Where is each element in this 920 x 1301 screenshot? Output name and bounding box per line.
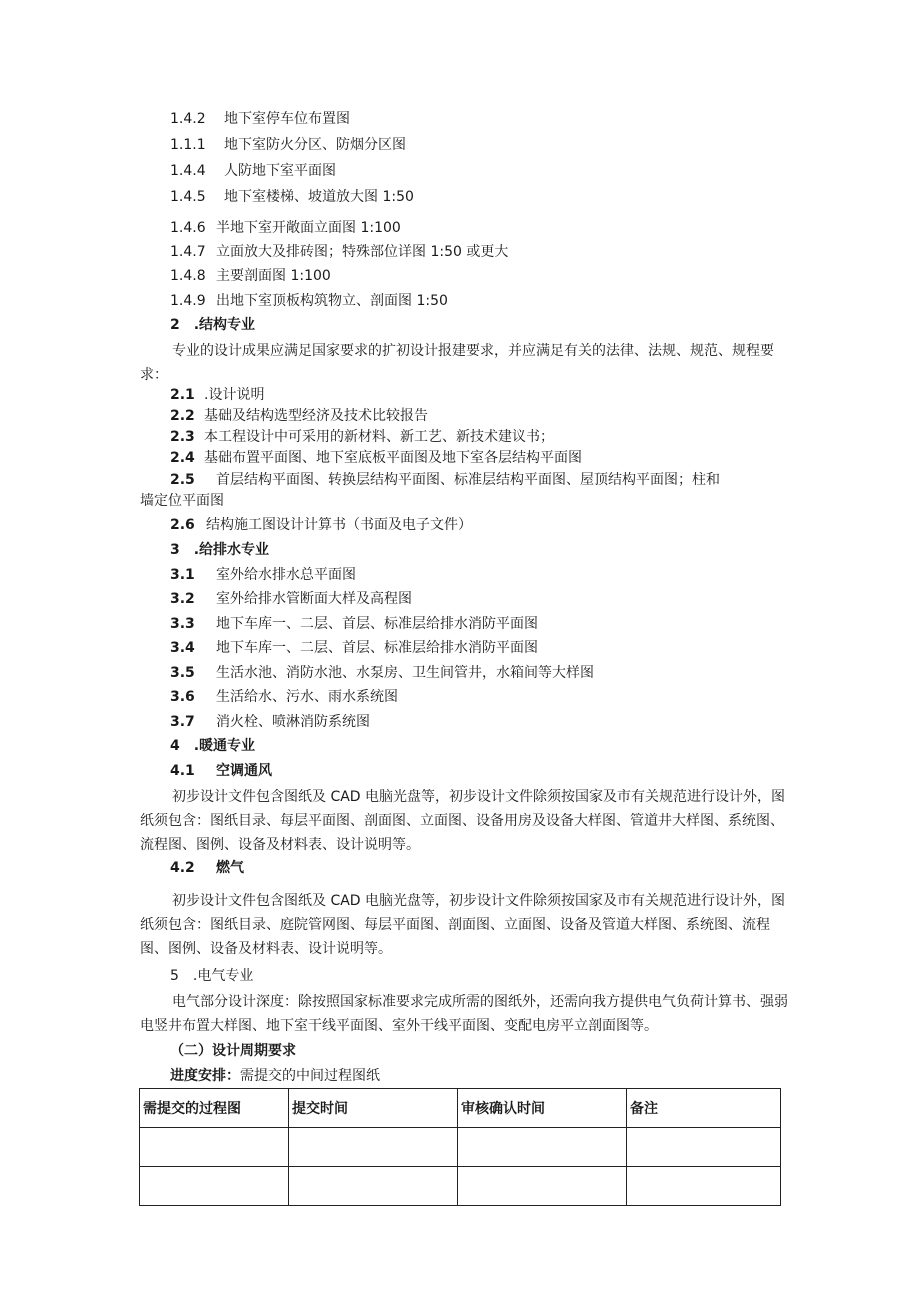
section-4-2-paragraph: 初步设计文件包含图纸及 CAD 电脑光盘等，初步设计文件除须按国家及市有关规范进行设计外，图纸须包含：图纸目录、庭院管网图、每层平面图、剖面图、立面图、设备及管道大样图、系统图、流程图、图例、设备及材料表、设计说明等。 — [140, 893, 786, 957]
section-4-1-paragraph: 初步设计文件包含图纸及 CAD 电脑光盘等，初步设计文件除须按国家及市有关规范进行设计外，图纸须包含：图纸目录、每层平面图、剖面图、立面图、设备用房及设备大样图、管道井大样图、系统图、流程图、图例、设备及材料表、设计说明等。 — [140, 789, 786, 853]
list-item: 3.3 地下车库一、二层、首层、标准层给排水消防平面图 — [170, 616, 538, 632]
list-item: 2.6 结构施工图设计计算书（书面及电子文件） — [170, 517, 472, 533]
list-item: 2.1 .设计说明 — [170, 387, 265, 403]
design-period-heading: （二）设计周期要求 — [170, 1043, 296, 1059]
subsection-heading: 4.2 燃气 — [170, 860, 244, 876]
schedule-table — [139, 1088, 781, 1206]
table-header-row — [140, 1089, 781, 1128]
section-heading-4: 4 .暖通专业 — [170, 738, 256, 754]
list-item: 1.4.4 人防地下室平面图 — [170, 163, 336, 179]
section-2-paragraph: 专业的设计成果应满足国家要求的扩初设计报建要求，并应满足有关的法律、法规、规范、规程要求： — [140, 343, 774, 383]
table-row — [140, 1167, 781, 1206]
list-item-continuation: 墙定位平面图 — [140, 493, 224, 509]
list-item: 1.4.9 出地下室顶板构筑物立、剖面图 1:50 — [170, 293, 448, 309]
list-item: 2.4 基础布置平面图、地下室底板平面图及地下室各层结构平面图 — [170, 450, 582, 466]
schedule-line: 进度安排：需提交的中间过程图纸 — [170, 1068, 380, 1084]
table-header-cell: 提交时间 — [289, 1089, 458, 1128]
subsection-heading: 4.1 空调通风 — [170, 763, 272, 779]
list-item: 1.4.2 地下室停车位布置图 — [170, 111, 350, 127]
list-item: 3.4 地下车库一、二层、首层、标准层给排水消防平面图 — [170, 640, 538, 656]
section-heading-2: 2 .结构专业 — [170, 317, 256, 333]
list-item: 3.1 室外给水排水总平面图 — [170, 567, 356, 583]
list-item: 3.2 室外给排水管断面大样及高程图 — [170, 591, 412, 607]
table-cell[interactable] — [289, 1167, 458, 1206]
section-heading-3: 3 .给排水专业 — [170, 542, 270, 558]
table-cell[interactable] — [140, 1128, 289, 1167]
list-item: 2.3 本工程设计中可采用的新材料、新工艺、新技术建议书； — [170, 429, 554, 445]
list-item: 2.2 基础及结构选型经济及技术比较报告 — [170, 408, 428, 424]
table-header-cell: 需提交的过程图 — [140, 1089, 289, 1128]
table-cell[interactable] — [140, 1167, 289, 1206]
section-5-paragraph: 电气部分设计深度：除按照国家标准要求完成所需的图纸外，还需向我方提供电气负荷计算书、强弱电竖井布置大样图、地下室干线平面图、室外干线平面图、变配电房平立剖面图等。 — [140, 994, 788, 1034]
table-header-cell: 备注 — [627, 1089, 781, 1128]
table-cell[interactable] — [458, 1167, 627, 1206]
list-item: 3.7 消火栓、喷淋消防系统图 — [170, 714, 370, 730]
table-row — [140, 1128, 781, 1167]
table-cell[interactable] — [627, 1128, 781, 1167]
list-item: 1.4.6 半地下室开敞面立面图 1:100 — [170, 220, 401, 236]
list-item: 3.6 生活给水、污水、雨水系统图 — [170, 689, 398, 705]
table-header-cell: 审核确认时间 — [458, 1089, 627, 1128]
list-item: 1.4.8 主要剖面图 1:100 — [170, 268, 331, 284]
list-item: 3.5 生活水池、消防水池、水泵房、卫生间管井，水箱间等大样图 — [170, 665, 594, 681]
list-item: 1.1.1 地下室防火分区、防烟分区图 — [170, 137, 406, 153]
list-item: 1.4.7 立面放大及排砖图；特殊部位详图 1:50 或更大 — [170, 244, 509, 260]
section-heading-5: 5 .电气专业 — [170, 968, 254, 984]
table-cell[interactable] — [627, 1167, 781, 1206]
list-item: 2.5 首层结构平面图、转换层结构平面图、标准层结构平面图、屋顶结构平面图；柱和 — [170, 472, 720, 488]
table-cell[interactable] — [458, 1128, 627, 1167]
list-item: 1.4.5 地下室楼梯、坡道放大图 1:50 — [170, 189, 414, 205]
table-cell[interactable] — [289, 1128, 458, 1167]
